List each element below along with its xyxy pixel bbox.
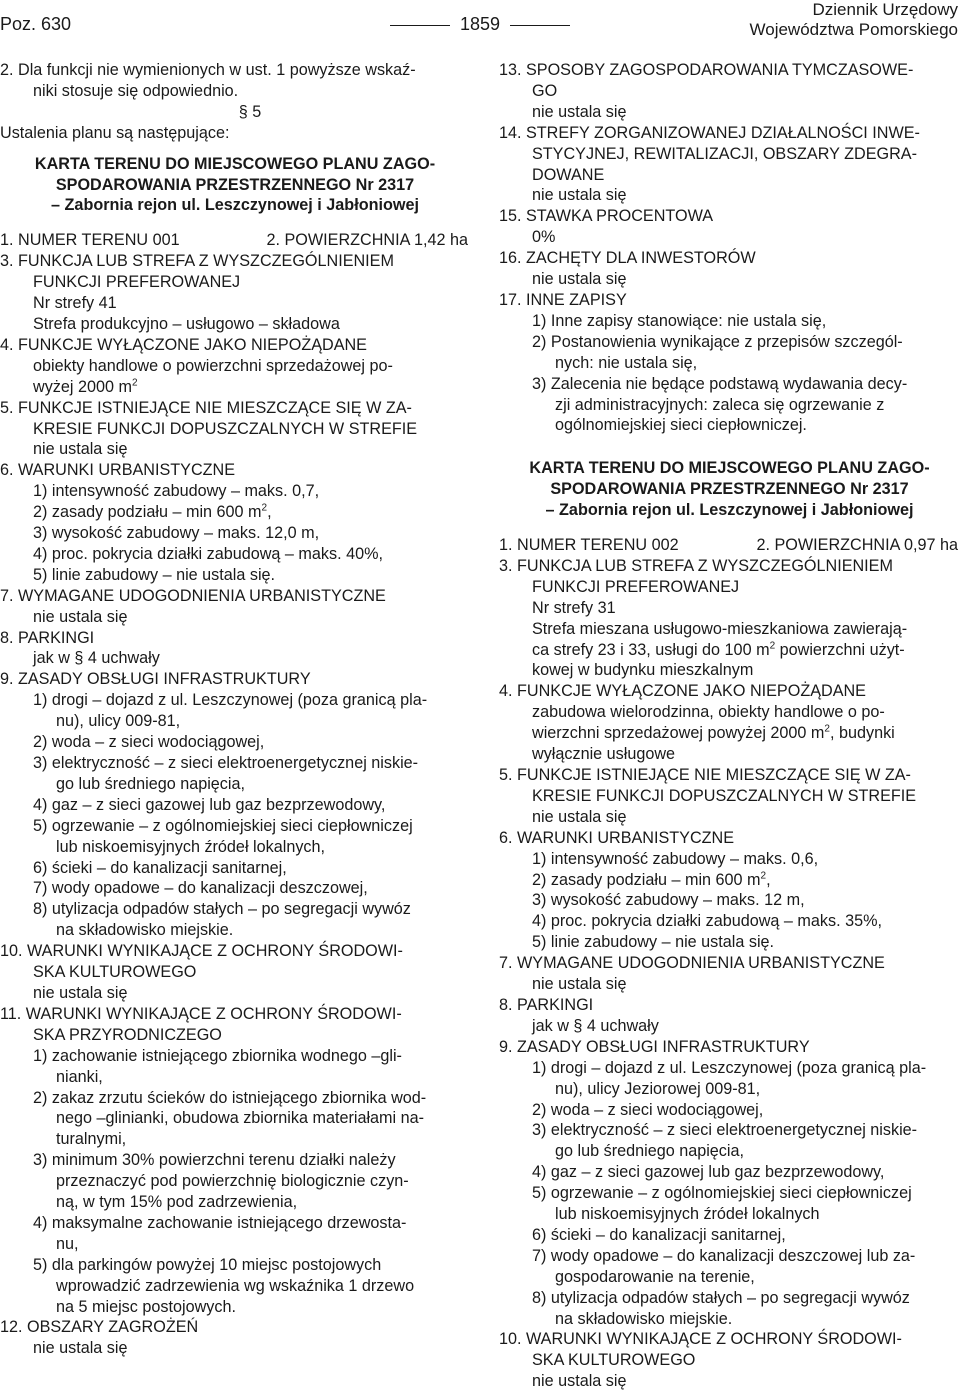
list-item: 5) ogrzewanie – z ogólnomiejskiej sieci ciepłowniczej	[532, 1184, 912, 1203]
journal-title	[750, 0, 959, 40]
list-item: ną, w tym 15% pod zadrzewienia,	[56, 1193, 298, 1212]
section-heading: 3. FUNKCJA LUB STREFA Z WYSZCZEGÓLNIENIEM	[0, 252, 394, 271]
page-header	[0, 0, 960, 44]
terrain-area: 2. POWIERZCHNIA 0,97 ha	[756, 536, 958, 555]
list-item: 5) dla parkingów powyżej 10 miejsc postojowych	[33, 1255, 382, 1274]
section-heading: 4. FUNKCJE WYŁĄCZONE JAKO NIEPOŻĄDANE	[0, 335, 367, 354]
list-item: 3) wysokość zabudowy – maks. 12 m,	[532, 891, 805, 910]
section-text: nie ustala się	[33, 440, 128, 459]
list-item: nego –glinianki, obudowa zbiornika materiałami na-	[56, 1109, 425, 1128]
list-item: 5) ogrzewanie – z ogólnomiejskiej sieci ciepłowniczej	[33, 816, 413, 835]
list-item: 1) intensywność zabudowy – maks. 0,6,	[532, 849, 819, 868]
section-heading: 15. STAWKA PROCENTOWA	[499, 207, 714, 226]
list-item: 1) zachowanie istniejącego zbiornika wodnego –gli-	[33, 1046, 402, 1065]
list-item: 4) proc. pokrycia działki zabudową – maks. 35%,	[532, 912, 882, 931]
section-heading: 17. INNE ZAPISY	[499, 290, 627, 309]
list-item: 2) zasady podziału – min 600 $m^2$,	[33, 502, 272, 522]
section-text: nie ustala się	[532, 186, 627, 205]
list-item: go lub średniego napięcia,	[56, 774, 245, 793]
list-item: 1) Inne zapisy stanowiące: nie ustala się,	[532, 311, 827, 330]
paragraph-intro: Ustalenia planu są następujące:	[0, 123, 230, 142]
section-text: nie ustala się	[532, 807, 627, 826]
section-heading: STYCYJNEJ, REWITALIZACJI, OBSZARY ZDEGRA-	[532, 144, 917, 163]
section-text: obiekty handlowe o powierzchni sprzedażowej po-	[33, 356, 393, 375]
section-text: nie ustala się	[532, 1372, 627, 1391]
list-item: 8) utylizacja odpadów stałych – po segregacji wywóz	[532, 1288, 910, 1307]
section-heading: 9. ZASADY OBSŁUGI INFRASTRUKTURY	[499, 1037, 810, 1056]
list-item: na składowisko miejskie.	[555, 1309, 733, 1328]
list-item: nu), ulicy Jeziorowej 009-81,	[555, 1079, 761, 1098]
list-item: na składowisko miejskie.	[56, 921, 234, 940]
list-item: go lub średniego napięcia,	[555, 1142, 744, 1161]
section-heading: 10. WARUNKI WYNIKAJĄCE Z OCHRONY ŚRODOWI-	[0, 942, 403, 961]
zone-number: Nr strefy 31	[532, 598, 616, 617]
list-item: wprowadzić zadrzewienia wg wskaźnika 1 drzewo	[56, 1276, 415, 1295]
list-item: 1) drogi – dojazd z ul. Leszczynowej (poza granicą pla-	[33, 691, 428, 710]
zone-description: kowej w budynku mieszkalnym	[532, 661, 754, 680]
card-title: KARTA TERENU DO MIEJSCOWEGO PLANU ZAGO-	[34, 154, 436, 173]
position-number: Poz. 630	[0, 14, 72, 34]
section-text: nie ustala się	[532, 975, 627, 994]
terrain-number: 1. NUMER TERENU 001	[0, 231, 180, 250]
list-item: 4) proc. pokrycia działki zabudową – maks. 40%,	[33, 544, 383, 563]
list-item: 6) ścieki – do kanalizacji sanitarnej,	[33, 858, 287, 877]
section-heading: 5. FUNKCJE ISTNIEJĄCE NIE MIESZCZĄCE SIĘ W ZA-	[499, 766, 911, 784]
journal-title-line1: Dziennik Urzędowy	[812, 0, 958, 19]
section-heading: 7. WYMAGANE UDOGODNIENIA URBANISTYCZNE	[0, 586, 386, 605]
section-text: wyżej 2000 $m^2$	[33, 377, 138, 396]
list-item: 5) linie zabudowy – nie ustala się.	[33, 565, 276, 584]
card-title: – Zabornia rejon ul. Leszczynowej i Jabłoniowej	[545, 501, 914, 520]
list-item: nych: nie ustala się,	[555, 353, 698, 372]
list-item: 3) Zalecenia nie będące podstawą wydawania decy-	[532, 374, 908, 393]
list-item: lub niskoemisyjnych źródeł lokalnych,	[56, 837, 326, 856]
list-item: przeznaczyć pod powierzchnię biologicznie czyn-	[56, 1172, 409, 1191]
list-item: 4) gaz – z sieci gazowej lub gaz bezprzewodowy,	[532, 1163, 885, 1182]
section-text: nie ustala się	[33, 1339, 128, 1358]
list-item: 2) zasady podziału – min 600 $m^2$,	[532, 870, 771, 889]
section-text: wierzchni sprzedażowej powyżej 2000 $m^2$, budynki	[532, 723, 895, 743]
section-heading: 11. WARUNKI WYNIKAJĄCE Z OCHRONY ŚRODOWI-	[0, 1004, 402, 1023]
section-text: nie ustala się	[532, 102, 627, 121]
section-heading: FUNKCJI PREFEROWANEJ	[33, 273, 241, 292]
left-column	[0, 60, 470, 1359]
section-heading: 6. WARUNKI URBANISTYCZNE	[499, 828, 735, 847]
zone-description: Strefa mieszana usługowo-mieszkaniowa zawierają-	[532, 619, 908, 638]
section-heading: 4. FUNKCJE WYŁĄCZONE JAKO NIEPOŻĄDANE	[499, 682, 866, 701]
section-heading: FUNKCJI PREFEROWANEJ	[532, 577, 740, 596]
section-heading: KRESIE FUNKCJI DOPUSZCZALNYCH W STREFIE	[33, 419, 418, 438]
section-heading: KRESIE FUNKCJI DOPUSZCZALNYCH W STREFIE	[532, 786, 917, 805]
section-text: jak w § 4 uchwały	[532, 1016, 659, 1035]
list-item: 7) wody opadowe – do kanalizacji deszczowej lub za-	[532, 1246, 916, 1265]
section-heading: 6. WARUNKI URBANISTYCZNE	[0, 461, 236, 480]
list-item: ogólnomiejskiej sieci ciepłowniczej.	[555, 416, 807, 435]
section-heading: SKA KULTUROWEGO	[532, 1351, 696, 1370]
section-heading: 8. PARKINGI	[0, 628, 95, 647]
section-heading: 13. SPOSOBY ZAGOSPODAROWANIA TYMCZASOWE-	[499, 61, 914, 79]
section-text: jak w § 4 uchwały	[33, 649, 160, 668]
paragraph-mark: § 5	[238, 102, 262, 121]
section-heading: 16. ZACHĘTY DLA INWESTORÓW	[499, 249, 756, 268]
list-item: 1) intensywność zabudowy – maks. 0,7,	[33, 482, 320, 501]
section-heading: 7. WYMAGANE UDOGODNIENIA URBANISTYCZNE	[499, 954, 885, 973]
list-item: 4) maksymalne zachowanie istniejącego drzewosta-	[33, 1213, 407, 1232]
section-heading: SKA PRZYRODNICZEGO	[33, 1025, 222, 1044]
page-number-text: 1859	[459, 14, 501, 34]
section-text: wyłącznie usługowe	[532, 745, 676, 764]
list-item: nu,	[56, 1234, 79, 1253]
intro-line: 2. Dla funkcji nie wymienionych w ust. 1 powyższe wskaź-	[0, 61, 416, 79]
list-item: 8) utylizacja odpadów stałych – po segregacji wywóz	[33, 900, 411, 919]
section-heading: 3. FUNKCJA LUB STREFA Z WYSZCZEGÓLNIENIEM	[499, 556, 893, 575]
list-item: 2) woda – z sieci wodociągowej,	[532, 1100, 764, 1119]
list-item: na 5 miejsc postojowych.	[56, 1297, 236, 1316]
section-heading: DOWANE	[532, 165, 605, 184]
list-item: 6) ścieki – do kanalizacji sanitarnej,	[532, 1225, 786, 1244]
section-heading: 10. WARUNKI WYNIKAJĄCE Z OCHRONY ŚRODOWI-	[499, 1330, 902, 1349]
terrain-area: 2. POWIERZCHNIA 1,42 ha	[266, 231, 468, 250]
list-item: lub niskoemisyjnych źródeł lokalnych	[555, 1205, 820, 1224]
list-item: 4) gaz – z sieci gazowej lub gaz bezprzewodowy,	[33, 795, 386, 814]
list-item: 7) wody opadowe – do kanalizacji deszczowej,	[33, 879, 368, 898]
list-item: gospodarowanie na terenie,	[555, 1267, 755, 1286]
card-title: KARTA TERENU DO MIEJSCOWEGO PLANU ZAGO-	[529, 459, 930, 478]
journal-title-line2: Województwa Pomorskiego	[749, 20, 958, 39]
list-item: 3) minimum 30% powierzchni terenu działki należy	[33, 1151, 396, 1170]
list-item: nianki,	[56, 1067, 103, 1086]
zone-number: Nr strefy 41	[33, 294, 117, 313]
section-1-2	[499, 535, 958, 556]
terrain-number: 1. NUMER TERENU 002	[499, 536, 679, 555]
list-item: 2) woda – z sieci wodociągowej,	[33, 733, 265, 752]
list-item: zji administracyjnych: zaleca się ogrzewanie z	[555, 395, 885, 414]
intro-line: niki stosuje się odpowiednio.	[33, 81, 239, 100]
list-item: nu), ulicy 009-81,	[56, 712, 181, 731]
section-text: 0%	[532, 228, 556, 247]
section-text: nie ustala się	[532, 270, 627, 289]
list-item: 5) linie zabudowy – nie ustala się.	[532, 933, 775, 952]
section-heading: 9. ZASADY OBSŁUGI INFRASTRUKTURY	[0, 670, 311, 689]
list-item: turalnymi,	[56, 1130, 127, 1149]
section-text: nie ustala się	[33, 983, 128, 1002]
section-heading: 8. PARKINGI	[499, 995, 594, 1014]
section-heading: 14. STREFY ZORGANIZOWANEJ DZIAŁALNOŚCI INWE-	[499, 123, 920, 142]
right-column	[499, 60, 960, 1392]
card-title: SPODAROWANIA PRZESTRZENNEGO Nr 2317	[550, 480, 909, 499]
section-heading: 5. FUNKCJE ISTNIEJĄCE NIE MIESZCZĄCE SIĘ W ZA-	[0, 398, 412, 417]
list-item: 1) drogi – dojazd z ul. Leszczynowej (poza granicą pla-	[532, 1058, 927, 1077]
section-heading: GO	[532, 81, 558, 100]
list-item: 3) elektryczność – z sieci elektroenergetycznej niskie-	[532, 1121, 918, 1140]
card-title: SPODAROWANIA PRZESTRZENNEGO Nr 2317	[55, 175, 415, 194]
list-item: 3) wysokość zabudowy – maks. 12,0 m,	[33, 524, 320, 543]
zone-description: ca strefy 23 i 33, usługi do 100 $m^2$ powierzchni użyt-	[532, 640, 905, 659]
section-heading: 12. OBSZARY ZAGROŻEŃ	[0, 1318, 199, 1337]
list-item: 2) zakaz zrzutu ścieków do istniejącego zbiornika wod-	[33, 1088, 427, 1107]
list-item: 2) Postanowienia wynikające z przepisów szczegól-	[532, 332, 903, 351]
section-text: zabudowa wielorodzinna, obiekty handlowe o po-	[532, 703, 885, 722]
card-title: – Zabornia rejon ul. Leszczynowej i Jabłoniowej	[51, 196, 419, 215]
section-heading: SKA KULTUROWEGO	[33, 963, 197, 982]
zone-description: Strefa produkcyjno – usługowo – składowa	[33, 314, 340, 333]
list-item: 3) elektryczność – z sieci elektroenergetycznej niskie-	[33, 754, 419, 772]
section-text: nie ustala się	[33, 607, 128, 626]
section-1-2	[0, 230, 468, 251]
